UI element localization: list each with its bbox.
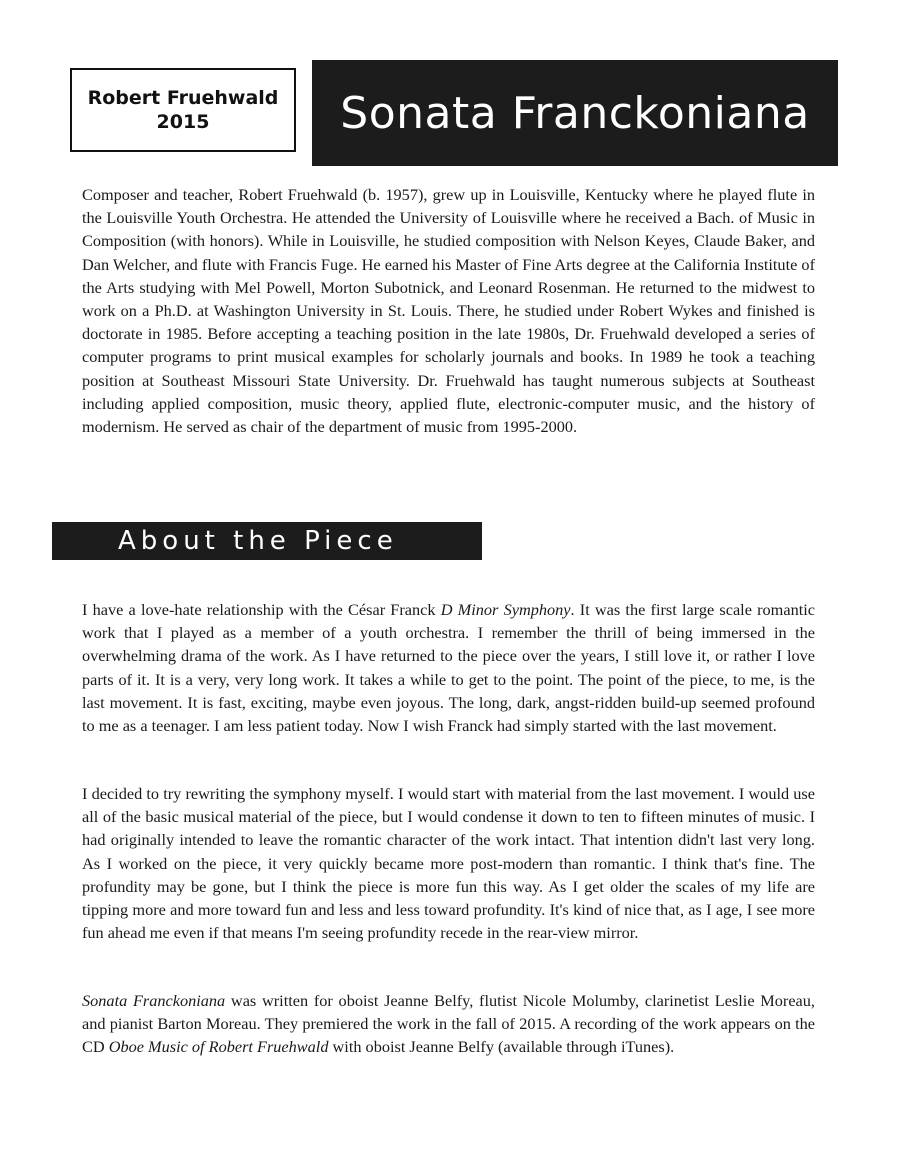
- cd-title-italic: Oboe Music of Robert Fruehwald: [108, 1037, 329, 1057]
- composition-year: 2015: [156, 111, 210, 133]
- about-paragraph-2: I decided to try rewriting the symphony myself. I would start with material from the last movement. I would use all of the basic musical material of the piece, but I would condense it down to ten to fifteen minutes of music. I had originally intended to leave the romantic character of the work intact. That intention didn't last very long. As I worked on the piece, it very quickly became more post-modern than romantic. I think that's fine. The profundity may be gone, but I think the piece is more fun this way. As I get older the scales of my life are tipping more and more toward fun and less and less toward profundity. It's kind of nice that, as I age, I see more fun ahead me even if that means I'm seeing profundity recede in the rear-view mirror.: [82, 784, 815, 943]
- work-title-italic: Sonata Franckoniana: [82, 991, 226, 1010]
- about-paragraph-1: [82, 598, 815, 737]
- paragraph-text: with oboist Jeanne Belfy (available through iTunes).: [328, 1037, 675, 1057]
- composer-box: [70, 68, 296, 152]
- about-paragraph-3: [82, 989, 815, 1059]
- composer-bio: Composer and teacher, Robert Fruehwald (b. 1957), grew up in Louisville, Kentucky where he played flute in the Louisville Youth Orchestra. He attended the University of Louisville where he received a Bach. of Music in Composition (with honors). While in Louisville, he studied composition with Nelson Keyes, Claude Baker, and Dan Welcher, and flute with Francis Fuge. He earned his Master of Fine Arts degree at the California Institute of the Arts studying with Mel Powell, Morton Subotnick, and Leonard Rosenman. He returned to the midwest to work on a Ph.D. at Washington University in St. Louis. There, he studied under Robert Wykes and finished is doctorate in 1985. Before accepting a teaching position in the late 1980s, Dr. Fruehwald developed a series of computer programs to print musical examples for scholarly journals and books. In 1989 he took a teaching position at Southeast Missouri State University. Dr. Fruehwald has taught numerous subjects at Southeast including applied composition, music theory, applied flute, electronic-computer music, and the history of modernism. He served as chair of the department of music from 1995-2000.: [82, 185, 815, 437]
- section-heading-about: About the Piece: [52, 522, 482, 560]
- paragraph-text: I have a love-hate relationship with the César Franck: [82, 600, 441, 619]
- paragraph-text: . It was the first large scale romantic work that I played as a member of a youth orchestra. I remember the thrill of being immersed in the overwhelming drama of the work. As I have returned to the piece over the years, I still love it, or rather I love parts of it. It is a very, very long work. It takes a while to get to the point. The point of the piece, to me, is the last movement. It is fast, exciting, maybe even joyous. The long, dark, angst-ridden build-up seemed profound to me as a teenager. I am less patient today. Now I wish Franck had simply started with the last movement.: [82, 600, 815, 736]
- work-title-italic: D Minor Symphony: [440, 600, 571, 619]
- page-title: Sonata Franckoniana: [312, 60, 838, 166]
- paragraph-text: was written for oboist Jeanne Belfy, flutist Nicole Molumby, clarinetist Leslie Moreau, and pianist Barton Moreau. They premiered the work in the fall of 2015. A recording of the work appears on the CD: [82, 991, 815, 1057]
- composer-name: Robert Fruehwald: [87, 87, 279, 109]
